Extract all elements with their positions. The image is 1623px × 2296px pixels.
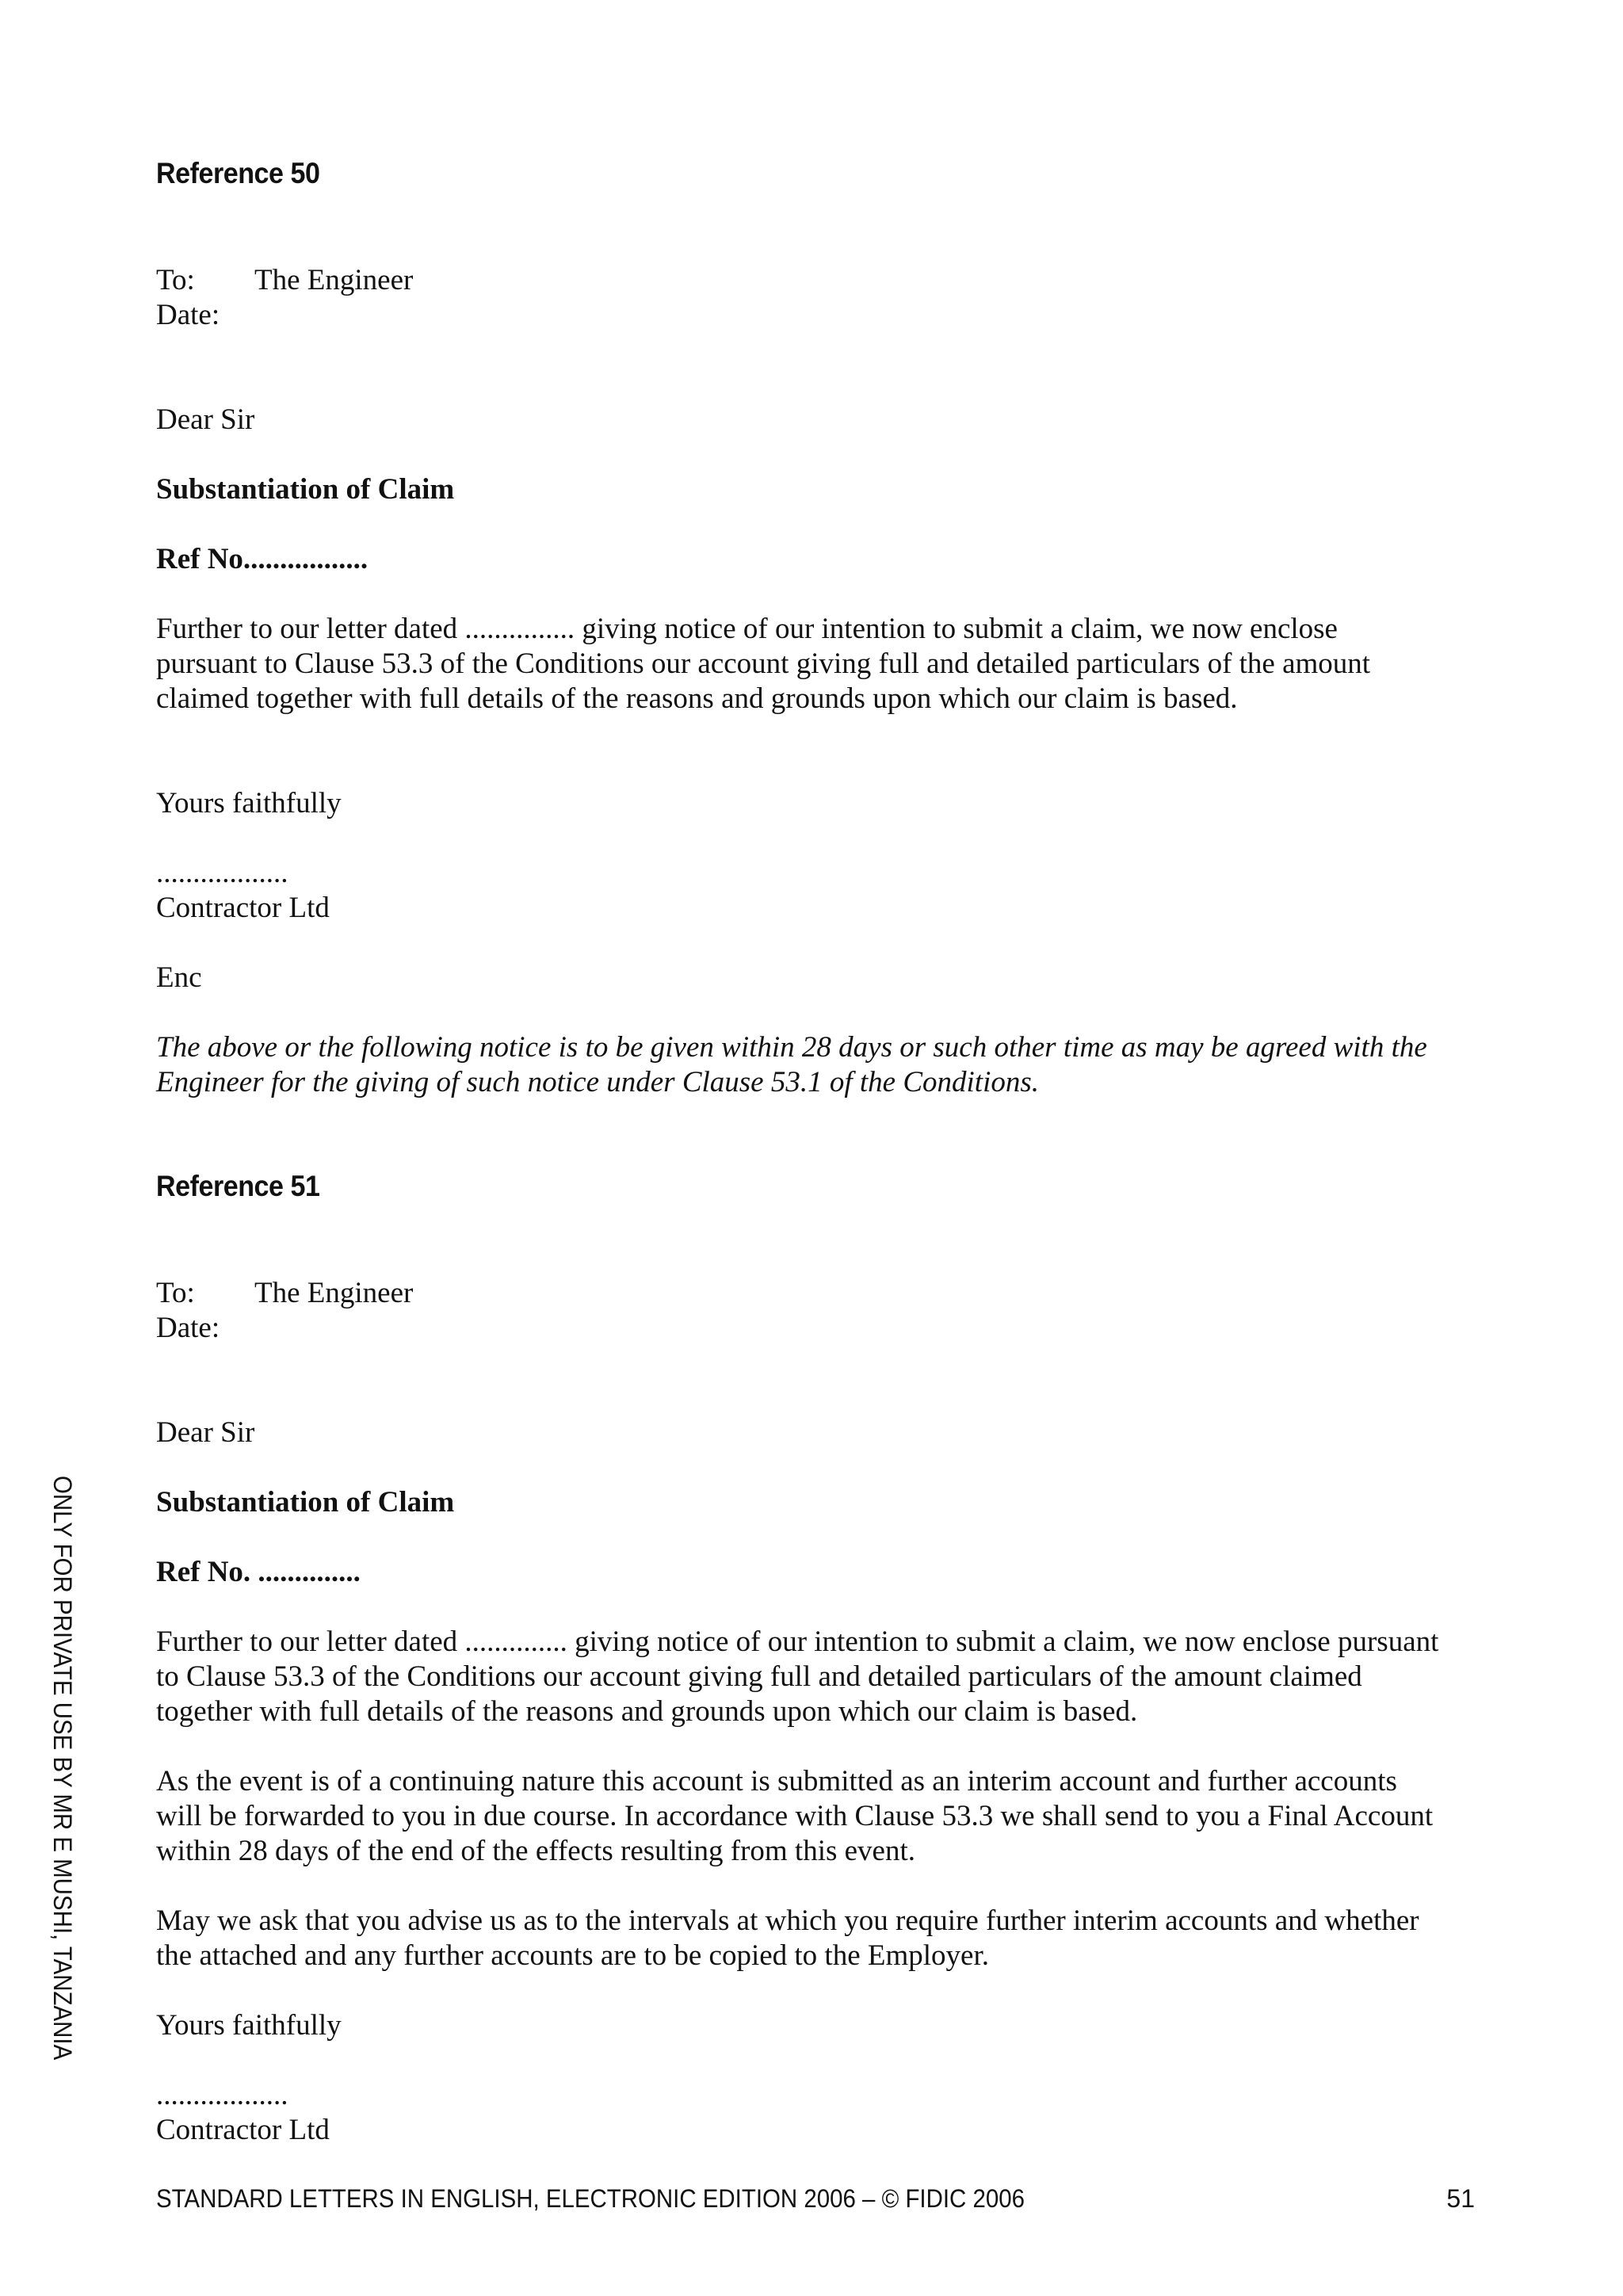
- ref51-salutation: Dear Sir: [156, 1416, 255, 1449]
- ref50-date-label: Date:: [156, 299, 220, 331]
- ref51-to-value: The Engineer: [254, 1277, 414, 1309]
- ref51-p1-line: together with full details of the reasons and grounds upon which our claim is based.: [156, 1695, 1138, 1728]
- ref50-note: [156, 1030, 1495, 1100]
- ref51-p3-line: the attached and any further accounts are to be copied to the Employer.: [156, 1939, 989, 1972]
- ref51-p2-line: will be forwarded to you in due course. In accordance with Clause 53.3 we shall send to you a Final Account: [156, 1800, 1434, 1832]
- ref51-p2-line: As the event is of a continuing nature this account is submitted as an interim account and further accounts: [156, 1765, 1397, 1797]
- ref50-note-line: Engineer for the giving of such notice under Clause 53.1 of the Conditions.: [156, 1066, 1039, 1098]
- ref51-subject: Substantiation of Claim: [156, 1486, 455, 1519]
- ref50-body-line: claimed together with full details of the reasons and grounds upon which our claim is based.: [156, 682, 1238, 715]
- ref50-body-line: Further to our letter dated ............... giving notice of our intention to submit a claim, we now enclose: [156, 613, 1338, 645]
- ref51-heading: Reference 51: [156, 1170, 320, 1202]
- ref51-p1-line: Further to our letter dated .............. giving notice of our intention to submit a claim, we now enclose pursuant: [156, 1626, 1439, 1658]
- ref51-signatory: Contractor Ltd: [156, 2114, 330, 2146]
- ref50-signature-dots: ..................: [156, 857, 288, 889]
- ref51-paragraph-3: [156, 1904, 1495, 1973]
- ref51-signature-dots: ..................: [156, 2079, 288, 2111]
- private-use-watermark: ONLY FOR PRIVATE USE BY MR E MUSHI, TANZANIA: [48, 1476, 77, 2061]
- ref51-paragraph-1: [156, 1625, 1495, 1729]
- ref51-date-label: Date:: [156, 1312, 220, 1344]
- ref51-paragraph-2: [156, 1764, 1495, 1869]
- ref51-p2-line: within 28 days of the end of the effects resulting from this event.: [156, 1835, 916, 1867]
- ref50-subject: Substantiation of Claim: [156, 473, 455, 506]
- footer-copyright: STANDARD LETTERS IN ENGLISH, ELECTRONIC EDITION 2006 – © FIDIC 2006: [156, 2184, 1025, 2213]
- ref50-salutation: Dear Sir: [156, 403, 255, 436]
- ref50-to-value: The Engineer: [254, 264, 414, 296]
- ref50-heading: Reference 50: [156, 157, 320, 189]
- ref50-enclosure: Enc: [156, 961, 202, 994]
- ref51-to-row: [156, 1276, 413, 1311]
- ref50-to-label: To:: [156, 264, 195, 296]
- ref51-to-label: To:: [156, 1277, 195, 1309]
- ref51-p3-line: May we ask that you advise us as to the intervals at which you require further interim accounts and whether: [156, 1904, 1419, 1937]
- ref51-p1-line: to Clause 53.3 of the Conditions our account giving full and detailed particulars of the amount claimed: [156, 1660, 1362, 1693]
- ref51-closing: Yours faithfully: [156, 2009, 342, 2042]
- ref50-body: [156, 612, 1495, 716]
- ref50-note-line: The above or the following notice is to be given within 28 days or such other time as may be agreed with the: [156, 1031, 1427, 1064]
- ref50-ref-no: Ref No.................: [156, 543, 369, 575]
- page-footer: [156, 2184, 1475, 2214]
- ref50-signatory: Contractor Ltd: [156, 892, 330, 924]
- ref50-body-line: pursuant to Clause 53.3 of the Conditions our account giving full and detailed particulars of the amount: [156, 648, 1371, 680]
- ref50-closing: Yours faithfully: [156, 787, 342, 819]
- ref50-to-row: [156, 263, 413, 298]
- page-number: 51: [1446, 2184, 1475, 2213]
- ref51-ref-no: Ref No. ..............: [156, 1556, 361, 1588]
